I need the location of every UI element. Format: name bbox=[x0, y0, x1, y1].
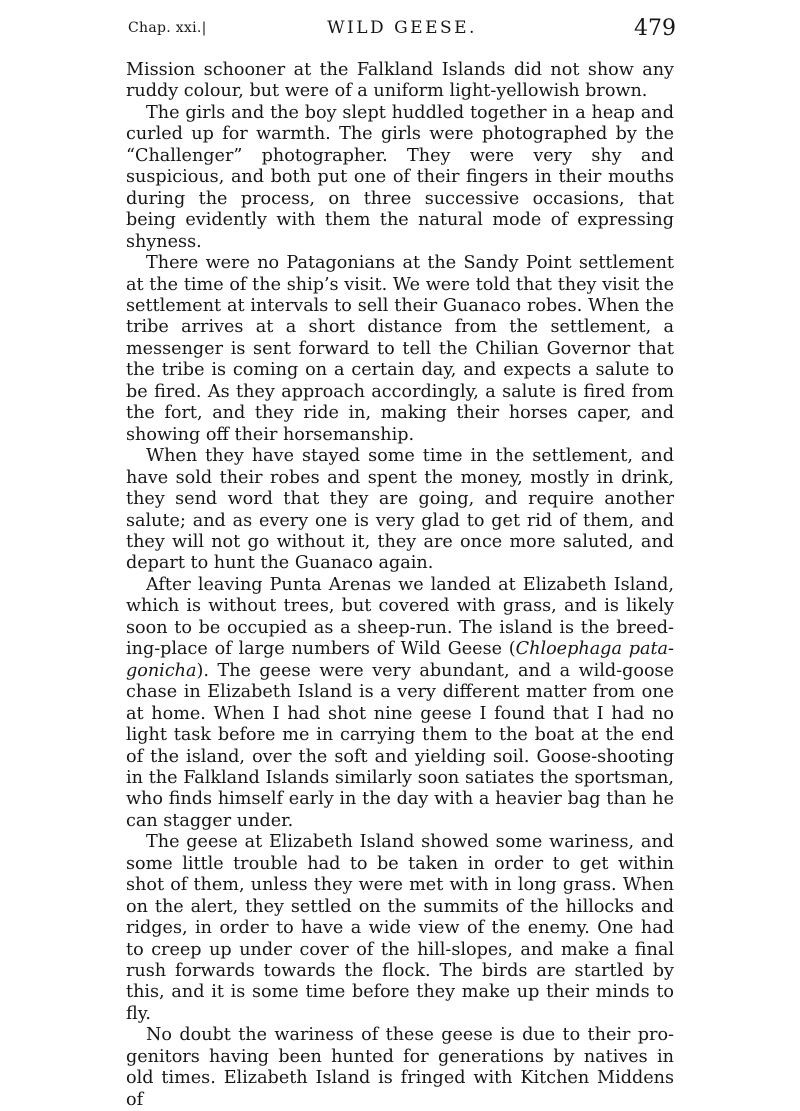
running-header bbox=[128, 14, 676, 44]
paragraph-1: Mission schooner at the Falkland Islands did not show any ruddy colour, but were of a uniform light-yellowish brown. bbox=[126, 60, 674, 102]
page-body bbox=[126, 60, 674, 1111]
paragraph-5-text-after: ). The geese were very abundant, and a wild-goose chase in Elizabeth Island is a very different matter from one at home. When I had shot nine geese I found that I had no light task before me in carrying them to the boat at the end of the island, over the soft and yielding soil. Goose-shooting in the Falkland Islands similarly soon satiates the sportsman, who finds himself early in the day with a heavier bag than he can stagger under. bbox=[126, 660, 674, 831]
paragraph-5-text-before: After leaving Punta Arenas we landed at Elizabeth Island, which is without trees, but covered with grass, and is likely soon to be occupied as a sheep-run. The island is the breeding-place of large numbers of Wild Geese ( bbox=[126, 574, 674, 660]
paragraph-3: There were no Patagonians at the Sandy Point settlement at the time of the ship’s visit. We were told that they visit the settlement at intervals to sell their Guanaco robes. When the tribe arrives at a short distance from the settlement, a messenger is sent forward to tell the Chilian Governor that the tribe is coming on a certain day, and expects a salute to be fired. As they approach accordingly, a salute is fired from the fort, and they ride in, making their horses caper, and showing off their horsemanship. bbox=[126, 253, 674, 445]
chapter-label: Chap. xxi.| bbox=[128, 20, 207, 36]
paragraph-6: The geese at Elizabeth Island showed some wariness, and some little trouble had to be taken in order to get within shot of them, unless they were met with in long grass. When on the alert, they settled on the summits of the hillocks and ridges, in order to have a wide view of the enemy. One had to creep up under cover of the hill-slopes, and make a final rush forwards towards the flock. The birds are startled by this, and it is some time before they make up their minds to fly. bbox=[126, 832, 674, 1024]
scientific-name: Chloephaga patagonicha bbox=[126, 639, 674, 681]
paragraph-7: No doubt the wariness of these geese is due to their progenitors having been hunted for generations by natives in old times. Elizabeth Island is fringed with Kitchen Middens of bbox=[126, 1025, 674, 1110]
paragraph-5 bbox=[126, 575, 674, 832]
paragraph-2: The girls and the boy slept huddled together in a heap and curled up for warmth. The girls were photographed by the “Challenger” photographer. They were very shy and suspicious, and both put one of their fingers in their mouths during the process, on three successive occasions, that being evidently with them the natural mode of expressing shyness. bbox=[126, 102, 674, 252]
page-number: 479 bbox=[634, 16, 676, 41]
paragraph-4: When they have stayed some time in the settlement, and have sold their robes and spent the money, mostly in drink, they send word that they are going, and require another salute; and as every one is very glad to get rid of them, and they will not go without it, they are once more saluted, and depart to hunt the Guanaco again. bbox=[126, 446, 674, 574]
running-title: WILD GEESE. bbox=[327, 18, 477, 38]
